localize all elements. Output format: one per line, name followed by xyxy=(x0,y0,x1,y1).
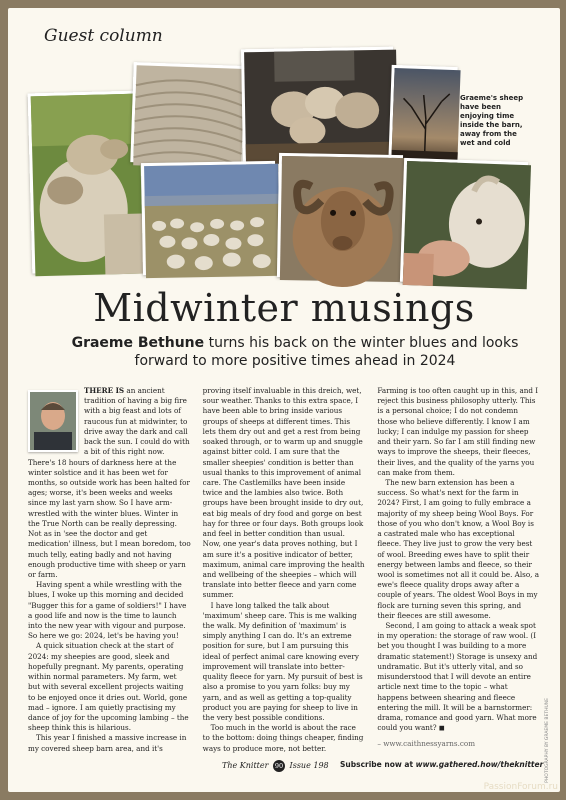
photo-sheep-closeup xyxy=(28,91,141,274)
lead-in: THERE IS xyxy=(84,386,125,395)
photo-caption: Graeme's sheep have been enjoying time inside the barn, away from the wet and cold xyxy=(460,94,524,148)
photo-hand-feeding-sheep xyxy=(400,158,528,286)
column-1 xyxy=(28,386,191,753)
paragraph: Too much in the world is about the race to the bottom: doing things cheaper, finding ways to produce more, not better. xyxy=(202,723,364,753)
paragraph: Farming is too often caught up in this, and I reject this business philosophy utterly. This is a personal choice; I do not condemn those who believe differently. I know I am lucky; I can indulge my passion for sheep and their yarn. So far I am still finding new ways to improve the sheeps, their fleeces, their lives, and the quality of the yarns you can make from them. xyxy=(377,386,539,477)
paragraph: A quick situation check at the start of 2024: my sheepies are good, sleek and hopefully pregnant. My parents, operating within normal parameters. My farm, wet but with several excellent projects waiting to be enjoyed once it dries out. World, gone mad – ignore. I am quietly practising my dance of joy for the upcoming lambing – the sheep think this is hilarious. xyxy=(28,641,189,733)
column-2 xyxy=(202,386,366,753)
paragraph: The new barn extension has been a success. So what's next for the farm in 2024? First, I am going to fully embrace a majority of my sheep being Wool Boys. For those of you who don't know, a Wool Boy is a castrated male who has exceptional fleece. They live just to grow the very best of wool. Breeding ewes have to split their energy between lambs and fleece, so their wool is sometimes not all it could be. Also, a ewe's fleece quality drops away after a couple of years. The oldest Wool Boys in my flock are turning seven this spring, and their fleeces are still awesome. xyxy=(377,477,540,620)
magazine-page xyxy=(8,8,560,792)
subscribe-link[interactable]: www.gathered.how/theknitter xyxy=(415,760,544,769)
photo-credit: PHOTOGRAPHY BY GRAEME BETHUNE xyxy=(545,698,550,783)
article-body xyxy=(28,386,540,753)
standfirst-text: turns his back on the winter blues and looks forward to more positive times ahead in 2024 xyxy=(134,335,519,370)
article-title: Midwinter musings xyxy=(93,286,475,330)
page-number: 90 xyxy=(274,762,284,770)
photo-horned-sheep xyxy=(277,153,403,279)
paragraph: I have long talked the talk about 'maximum' sheep care. This is me walking the walk. My definition of 'maximum' is simply anything I can do. It's an extreme position for sure, but I am pursuing this ideal of perfect animal care knowing every improvement will translate into better-quality fleece for yarn. My pursuit of best is also a promise to you yarn folks: buy my yarn, and as well as getting a top-quality product you are paying for sheep to live in the very best possible conditions. xyxy=(202,600,363,722)
author-name: Graeme Bethune xyxy=(71,335,205,351)
paragraph: Having spent a while wrestling with the blues, I woke up this morning and decided "Bugger this for a game of soldiers!" I have a good life and now is the time to launch into the new year with vigour and purpose. So here we go: 2024, let's be having you! xyxy=(28,580,187,641)
footer-subscribe: Subscribe now at www.gathered.how/theknitter xyxy=(340,760,544,769)
watermark: PassionForum.ru xyxy=(483,782,558,792)
photo-tree-sunset xyxy=(388,65,457,165)
column-3 xyxy=(377,386,540,748)
footer-issue: Issue 198 xyxy=(289,761,329,770)
paragraph: proving itself invaluable in this dreich, wet, sour weather. Thanks to this extra space, I have been able to bring inside various groups of sheeps at different times. This lets them dry out and get a rest from being soaked through, or to warm up and snuggle against bitter cold. I am sure that the smaller sheepies' condition is better than usual thanks to this improvement of animal care. The Castlemilks have been inside twice and the lambies also twice. Both groups have been brought inside to dry out, eat big meals of dry food and gorge on best hay for three or four days. Both groups look and feel in better condition than usual. Now, one year's data proves nothing, but I am sure it's a positive indicator of better, maximum, animal care improving the health and wellbeing of the sheepies – which will translate into better fleece and yarn come summer. xyxy=(202,386,365,600)
photo-yarn-skein xyxy=(130,62,241,166)
website-link[interactable]: – www.caithnessyarns.com xyxy=(377,739,476,749)
paragraph: an ancient tradition of having a big fire with a big feast and lots of raucous fun at midwinter, to drive away the dark and call back the sun. I could do with a bit of this right now. There's 18 hours of darkness here at the winter solstice and it has been wet for months, so outside work has been halted for ages; worse, it's been weeks and weeks since my last yarn show. So I have arm-wrestled with the winter blues. Winter in the True North can be really depressing. Not as in 'see the doctor and get medication' illness, but I mean boredom, too much telly, eating badly and not having enough productive time with sheep or yarn or farm. xyxy=(28,386,191,579)
author-photo xyxy=(28,390,78,452)
footer-magazine: The Knitter 90 Issue 198 xyxy=(222,761,329,770)
end-mark-icon: ◼ xyxy=(438,723,445,733)
paragraph: Second, I am going to attack a weak spot in my operation: the storage of raw wool. (I bet you thought I was building to a more dramatic statement!) Storage is unsexy and undramatic. But it's utterly vital, and so misunderstood that I will devote an entire article next time to the topic – what happens between shearing and fleece entering the mill. It will be a barnstormer: drama, romance and good yarn. What more could you want? xyxy=(377,621,538,733)
paragraph: This year I finished a massive increase in my covered sheep barn area, and it's xyxy=(28,733,187,753)
photo-sheep-in-barn xyxy=(241,47,395,162)
article-standfirst xyxy=(60,334,530,370)
photo-flock-field xyxy=(141,161,277,275)
section-heading: Guest column xyxy=(44,26,163,46)
